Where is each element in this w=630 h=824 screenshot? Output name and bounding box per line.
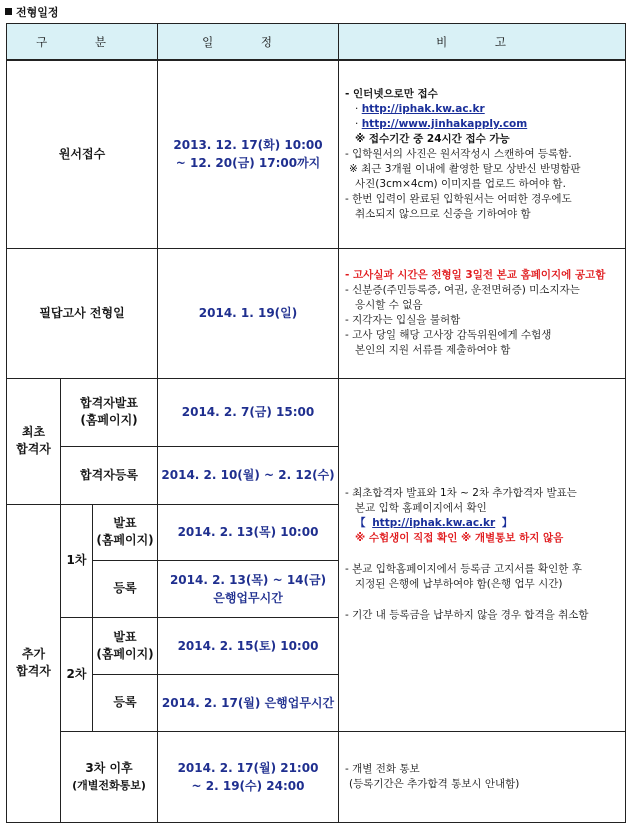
- add3-label: 3차 이후 (개별전화통보): [61, 731, 158, 822]
- application-notes: - 인터넷으로만 접수 · http://iphak.kw.ac.kr · http://www.jinhakapply.com ※ 접수기간 중 24시간 접수 가능 - 입학원서의 사진은 원서작성시 스캔하여 등록함. ※ 최근 3개월 이내에 촬영한 탈모 상반신 반명함판 사진(3cm×4cm) 이미지를 업로드 하여야 함. - 한번 입력이 완료된 입학원서는 어떠한 경우에도 취소되지 않으므로 신중을 기하여야 함: [339, 60, 626, 248]
- table-header-row: [7, 24, 626, 61]
- link-iphak[interactable]: http://iphak.kw.ac.kr: [361, 102, 485, 115]
- square-bullet-icon: [5, 8, 12, 15]
- section-title: 전형일정: [5, 4, 59, 20]
- table-row-exam: [7, 248, 626, 378]
- header-category: 구 분: [7, 24, 158, 61]
- header-schedule: 일 정: [158, 24, 339, 61]
- application-label: 원서접수: [7, 60, 158, 248]
- link-iphak-pass[interactable]: http://iphak.kw.ac.kr: [372, 517, 496, 529]
- exam-label: 필답고사 전형일: [7, 248, 158, 378]
- add2-announce-label: 발표 (홈페이지): [93, 617, 158, 674]
- add3-notes: - 개별 전화 통보 (등록기간은 추가합격 통보시 안내함): [339, 731, 626, 822]
- add1-register-date: 2014. 2. 13(목) ~ 14(금) 은행업무시간: [158, 560, 339, 617]
- final-group-label: 최초 합격자: [7, 378, 61, 504]
- exam-date: 2014. 1. 19(일): [158, 248, 339, 378]
- add2-register-date: 2014. 2. 17(월) 은행업무시간: [158, 674, 339, 731]
- add1-register-label: 등록: [93, 560, 158, 617]
- add1-announce-date: 2014. 2. 13(목) 10:00: [158, 504, 339, 560]
- add1-announce-label: 발표 (홈페이지): [93, 504, 158, 560]
- additional-group-label: 추가 합격자: [7, 504, 61, 822]
- add2-announce-date: 2014. 2. 15(토) 10:00: [158, 617, 339, 674]
- pass-notes: - 최초합격자 발표와 1차 ~ 2차 추가합격자 발표는 본교 입학 홈페이지에서 확인 【 http://iphak.kw.ac.kr 】 ※ 수험생이 직접 확인 ※ 개별통보 하지 않음 - 본교 입학홈페이지에서 등록금 고지서를 확인한 후 지정된 은행에 납부하여야 함(은행 업무 시간) - 기간 내 등록금을 납부하지 않을 경우 합격을 취소함: [339, 378, 626, 731]
- application-date: 2013. 12. 17(화) 10:00 ~ 12. 20(금) 17:00까지: [158, 60, 339, 248]
- table-row-application: [7, 60, 626, 248]
- add3-date: 2014. 2. 17(월) 21:00 ~ 2. 19(수) 24:00: [158, 731, 339, 822]
- header-remarks: 비 고: [339, 24, 626, 61]
- final-register-label: 합격자등록: [61, 446, 158, 504]
- table-row-add3: [7, 731, 626, 822]
- link-jinhakapply[interactable]: http://www.jinhakapply.com: [361, 117, 528, 130]
- final-announce-label: 합격자발표 (홈페이지): [61, 378, 158, 446]
- table-row-final-announce: [7, 378, 626, 446]
- final-register-date: 2014. 2. 10(월) ~ 2. 12(수): [158, 446, 339, 504]
- final-announce-date: 2014. 2. 7(금) 15:00: [158, 378, 339, 446]
- schedule-table: [6, 23, 626, 823]
- add2-round-label: 2차: [61, 617, 93, 731]
- add1-round-label: 1차: [61, 504, 93, 617]
- exam-notes: - 고사실과 시간은 전형일 3일전 본교 홈페이지에 공고함 - 신분증(주민등록증, 여권, 운전면허증) 미소지자는 응시할 수 없음 - 지각자는 입실을 불허함 - 고사 당일 해당 고사장 감독위원에게 수험생 본인의 지원 서류를 제출하여야 함: [339, 248, 626, 378]
- add2-register-label: 등록: [93, 674, 158, 731]
